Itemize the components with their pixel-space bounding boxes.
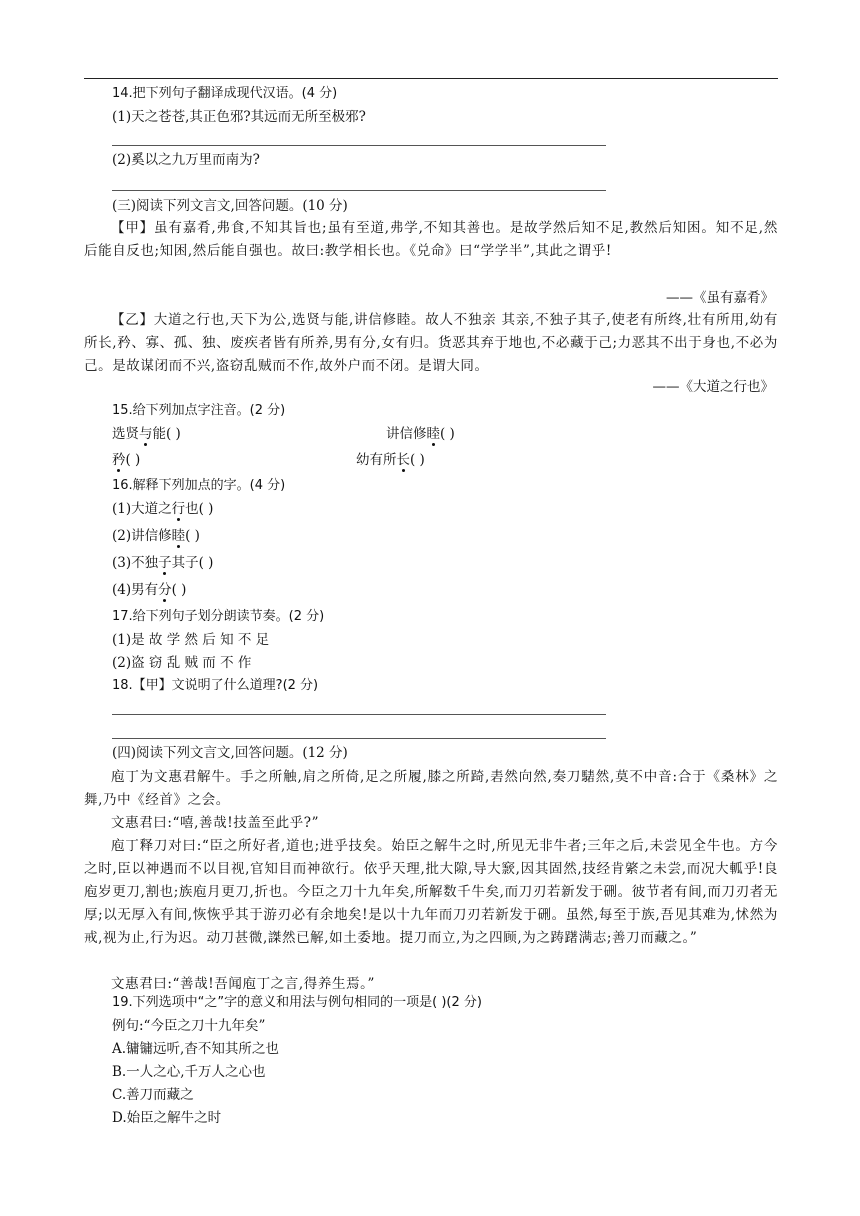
passage-jia-source: ——《虽有嘉肴》 — [666, 290, 774, 306]
q16-item-4: (4)男有分( ) — [112, 582, 187, 598]
q15-item-d: 幼有所长( ) — [356, 452, 425, 468]
passage-paragraph-2: 文惠君曰:“嘻,善哉!技盖至此乎?” — [111, 815, 320, 831]
q19-title: 19.下列选项中“之”字的意义和用法与例句相同的一项是( )(2 分) — [112, 995, 482, 1010]
answer-line — [112, 145, 606, 146]
q17-title: 17.给下列句子划分朗读节奏。(2 分) — [112, 609, 325, 624]
passage-jia: 【甲】虽有嘉肴,弗食,不知其旨也;虽有至道,弗学,不知其善也。是故学然后知不足,教然后知困。知不足,然后能自反也;知困,然后能自强也。故曰:教学相长也。《兑命》曰“学学半”,其此之谓乎! — [84, 220, 778, 259]
answer-line — [112, 738, 606, 739]
q16-item-2: (2)讲信修睦( ) — [112, 528, 200, 544]
q19-example: 例句:“今臣之刀十九年矣” — [112, 1018, 266, 1034]
header-rule — [84, 78, 778, 79]
q18-title: 18.【甲】文说明了什么道理?(2 分) — [112, 678, 319, 693]
dotted-char: 子 — [158, 555, 172, 571]
section-4-heading: (四)阅读下列文言文,回答问题。(12 分) — [112, 745, 348, 761]
dotted-char: 睦 — [426, 426, 440, 442]
passage-paragraph-1: 庖丁为文惠君解牛。手之所触,肩之所倚,足之所履,膝之所踦,砉然向然,奏刀騞然,莫不中音:合于《桑林》之舞,乃中《经首》之会。 — [84, 769, 778, 808]
dotted-char: 行 — [171, 501, 186, 517]
q16-item-1: (1)大道之行也( ) — [112, 501, 214, 517]
section-3-heading: (三)阅读下列文言文,回答问题。(10 分) — [112, 198, 348, 214]
q19-option-c: C.善刀而藏之 — [112, 1087, 194, 1103]
dotted-char: 与 — [139, 426, 153, 442]
answer-line — [112, 714, 606, 715]
q19-option-d: D.始臣之解牛之时 — [112, 1110, 222, 1126]
q19-option-a: A.镛镛远听,杳不知其所之也 — [112, 1041, 279, 1057]
dotted-char: 矜 — [112, 452, 126, 468]
q14-sentence-1: (1)天之苍苍,其正色邪?其远而无所至极邪? — [112, 109, 366, 125]
q16-item-3: (3)不独子其子( ) — [112, 555, 214, 571]
dotted-char: 分 — [158, 582, 172, 598]
answer-line — [112, 190, 606, 191]
passage-paragraph-3: 庖丁释刀对曰:“臣之所好者,道也;进乎技矣。始臣之解牛之时,所见无非牛者;三年之后,未尝见全牛也。方今之时,臣以神遇而不以目视,官知目而神欲行。依乎天理,批大隙,导大窾,因其固然,技经肯綮之未尝,而况大軱乎!良庖岁更刀,割也;族庖月更刀,折也。今臣之刀十九年矣,所解数千牛矣,而刀刃若新发于硎。彼节者有间,而刀刃者无厚;以无厚入有间,恢恢乎其于游刃必有余地矣!是以十九年而刀刃若新发于硎。虽然,每至于族,吾见其难为,怵然为戒,视为止,行为迟。动刀甚微,謋然已解,如土委地。提刀而立,为之四顾,为之踌躇满志;善刀而藏之。” — [84, 838, 778, 946]
q16-title: 16.解释下列加点的字。(4 分) — [112, 478, 286, 493]
q15-item-a: 选贤与能( ) — [112, 426, 181, 442]
q19-option-b: B.一人之心,千万人之心也 — [112, 1064, 266, 1080]
q14-title: 14.把下列句子翻译成现代汉语。(4 分) — [112, 86, 338, 101]
q17-sentence-1: (1)是 故 学 然 后 知 不 足 — [112, 632, 270, 648]
dotted-char: 睦 — [171, 528, 186, 544]
q17-sentence-2: (2)盗 窃 乱 贼 而 不 作 — [112, 655, 252, 671]
passage-paragraph-4: 文惠君曰:“善哉!吾闻庖丁之言,得养生焉。” — [111, 976, 376, 992]
passage-yi-source: ——《大道之行也》 — [652, 379, 774, 395]
q15-item-c: 矜( ) — [112, 452, 141, 468]
dotted-char: 长 — [396, 452, 410, 468]
q15-title: 15.给下列加点字注音。(2 分) — [112, 403, 286, 418]
q14-sentence-2: (2)奚以之九万里而南为? — [112, 152, 260, 168]
q15-item-b: 讲信修睦( ) — [386, 426, 455, 442]
passage-yi: 【乙】大道之行也,天下为公,选贤与能,讲信修睦。故人不独亲 其亲,不独子其子,使老有所终,壮有所用,幼有所长,矜、寡、孤、独、废疾者皆有所养,男有分,女有归。货恶其弃于地也,不必藏于己;力恶其不出于身也,不必为己。是故谋闭而不兴,盗窃乱贼而不作,故外户而不闭。是谓大同。 — [84, 312, 778, 374]
